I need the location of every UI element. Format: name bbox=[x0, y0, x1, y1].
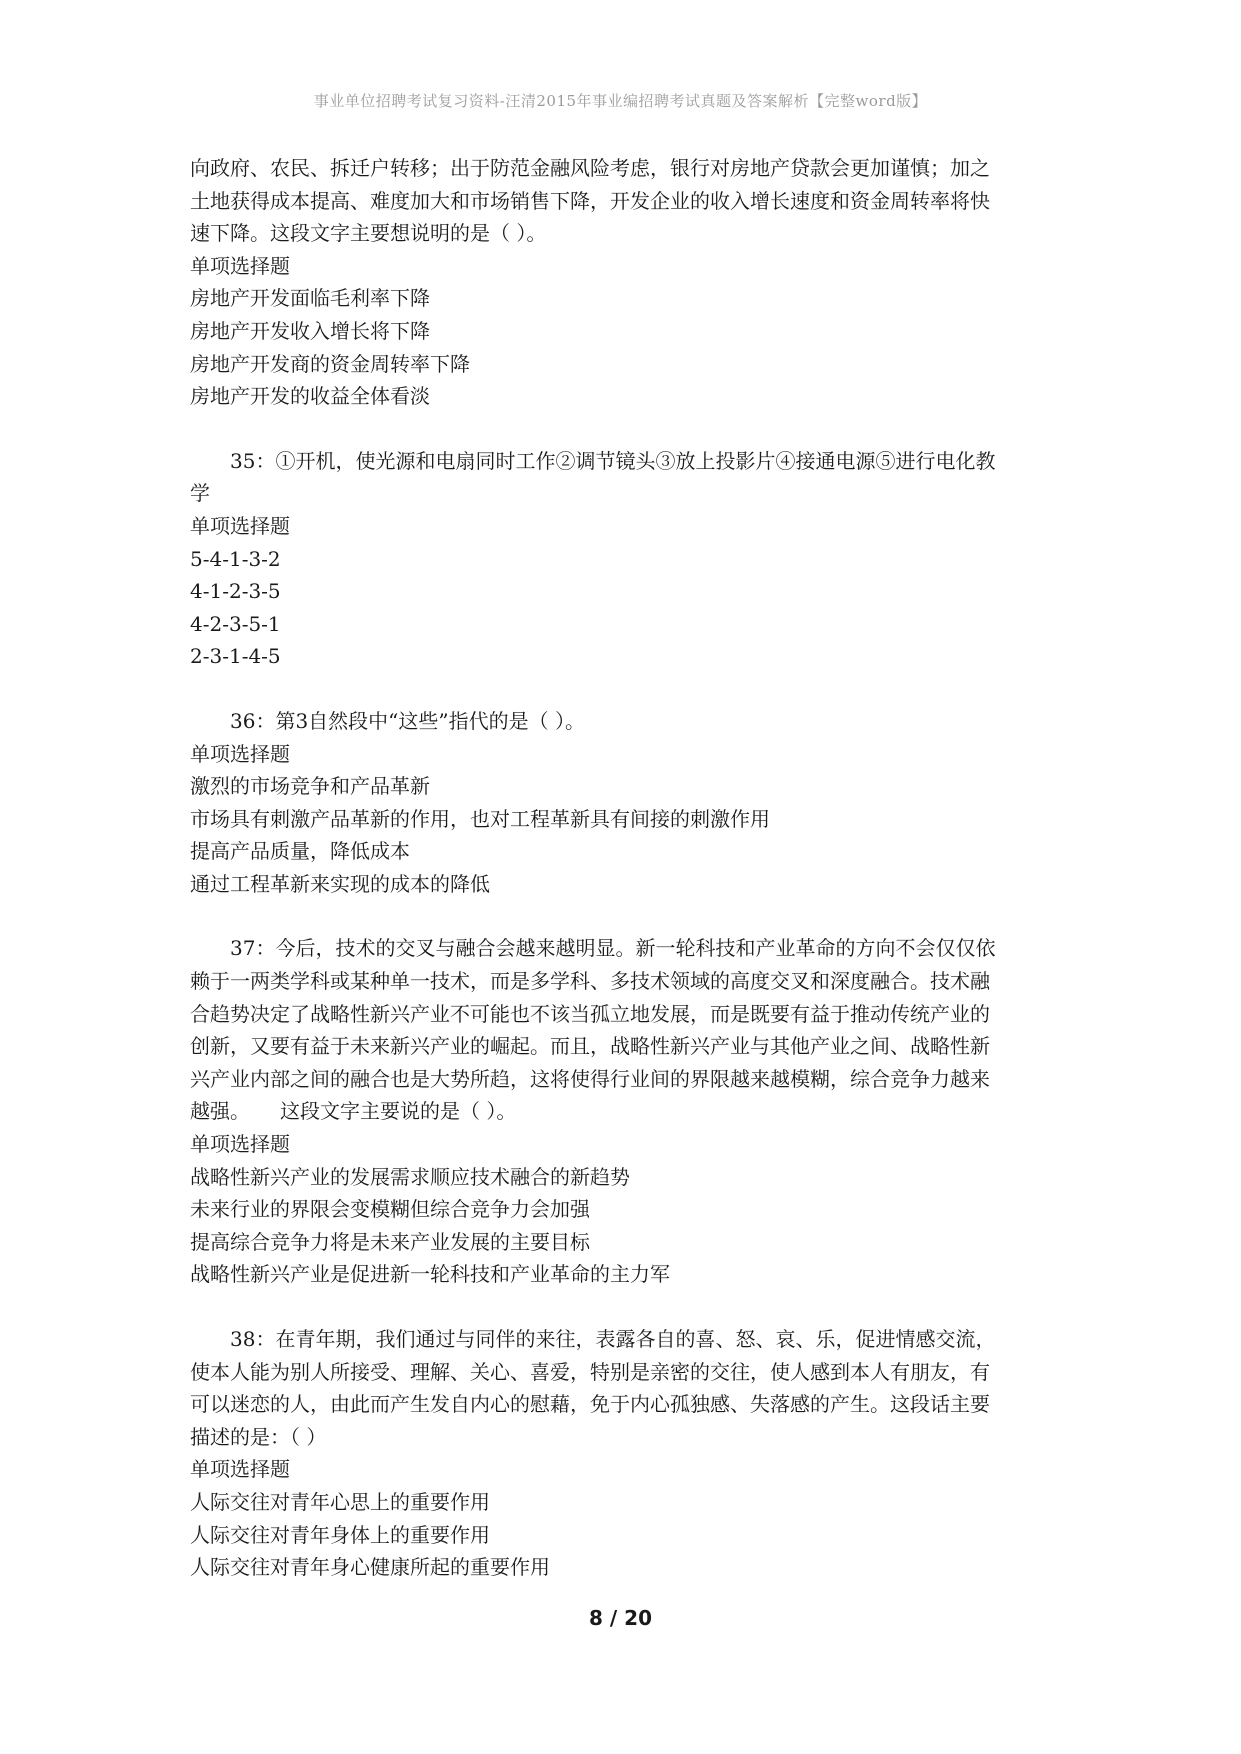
question-type: 单项选择题 bbox=[190, 253, 290, 278]
option-item: 战略性新兴产业是促进新一轮科技和产业革命的主力军 bbox=[190, 1262, 670, 1287]
question-text-line: 38：在青年期，我们通过与同伴的来往，表露各自的喜、怒、哀、乐，促进情感交流， bbox=[230, 1327, 996, 1351]
question-text-line: 合趋势决定了战略性新兴产业不可能也不该当孤立地发展，而是既要有益于推动传统产业的 bbox=[190, 1001, 990, 1026]
option-item: 4-1-2-3-5 bbox=[190, 579, 281, 604]
option-item: 激烈的市场竞争和产品革新 bbox=[190, 774, 430, 799]
question-type: 单项选择题 bbox=[190, 1457, 290, 1482]
question-text-line: 兴产业内部之间的融合也是大势所趋，这将使得行业间的界限越来越模糊，综合竞争力越来 bbox=[190, 1066, 990, 1091]
question-text-line: 土地获得成本提高、难度加大和市场销售下降，开发企业的收入增长速度和资金周转率将快 bbox=[190, 188, 990, 213]
question-38 bbox=[190, 1323, 1050, 1584]
option-item: 房地产开发商的资金周转率下降 bbox=[190, 351, 470, 376]
option-item: 未来行业的界限会变模糊但综合竞争力会加强 bbox=[190, 1197, 590, 1222]
option-item: 人际交往对青年身体上的重要作用 bbox=[190, 1522, 490, 1547]
question-type: 单项选择题 bbox=[190, 1132, 290, 1157]
option-item: 2-3-1-4-5 bbox=[190, 644, 281, 669]
question-text-line: 描述的是：（ ） bbox=[190, 1424, 327, 1449]
option-item: 战略性新兴产业的发展需求顺应技术融合的新趋势 bbox=[190, 1164, 630, 1189]
question-text-line: 向政府、农民、拆迁户转移；出于防范金融风险考虑，银行对房地产贷款会更加谨慎；加之 bbox=[190, 156, 990, 180]
question-36 bbox=[190, 705, 1050, 901]
option-item: 人际交往对青年心思上的重要作用 bbox=[190, 1489, 490, 1514]
document-body bbox=[190, 152, 1050, 1584]
option-item: 房地产开发的收益全体看淡 bbox=[190, 384, 430, 409]
question-type: 单项选择题 bbox=[190, 513, 290, 538]
question-37 bbox=[190, 932, 1050, 1291]
question-type: 单项选择题 bbox=[190, 741, 290, 766]
question-text-line: 使本人能为别人所接受、理解、关心、喜爱，特别是亲密的交往，使人感到本人有朋友，有 bbox=[190, 1359, 990, 1384]
question-text-line: 赖于一两类学科或某种单一技术，而是多学科、多技术领域的高度交叉和深度融合。技术融 bbox=[190, 969, 990, 994]
option-item: 4-2-3-5-1 bbox=[190, 611, 281, 636]
page-number: 8 / 20 bbox=[589, 1606, 652, 1630]
question-text-line: 36：第3自然段中“这些”指代的是（ ）。 bbox=[230, 708, 585, 733]
question-text-line: 速下降。这段文字主要想说明的是（ ）。 bbox=[190, 221, 547, 246]
question-text-line: 创新，又要有益于未来新兴产业的崛起。而且，战略性新兴产业与其他产业之间、战略性新 bbox=[190, 1034, 990, 1059]
option-item: 通过工程革新来实现的成本的降低 bbox=[190, 871, 490, 896]
option-item: 5-4-1-3-2 bbox=[190, 546, 281, 571]
question-text-line: 37：今后，技术的交叉与融合会越来越明显。新一轮科技和产业革命的方向不会仅仅依 bbox=[230, 936, 996, 961]
question-34-tail bbox=[190, 152, 1050, 413]
option-item: 提高综合竞争力将是未来产业发展的主要目标 bbox=[190, 1229, 590, 1254]
page-header: 事业单位招聘考试复习资料-汪清2015年事业编招聘考试真题及答案解析【完整word版】 bbox=[313, 92, 928, 110]
question-text-line: 可以迷恋的人，由此而产生发自内心的慰藉，免于内心孤独感、失落感的产生。这段话主要 bbox=[190, 1392, 990, 1417]
question-text-line: 越强。 这段文字主要说的是（ ）。 bbox=[190, 1099, 517, 1124]
question-text-line: 35：①开机，使光源和电扇同时工作②调节镜头③放上投影片④接通电源⑤进行电化教 bbox=[230, 448, 996, 473]
option-item: 市场具有刺激产品革新的作用，也对工程革新具有间接的刺激作用 bbox=[190, 806, 770, 831]
question-text-line: 学 bbox=[190, 481, 210, 506]
option-item: 房地产开发收入增长将下降 bbox=[190, 318, 430, 343]
question-35 bbox=[190, 445, 1050, 673]
option-item: 房地产开发面临毛利率下降 bbox=[190, 286, 430, 311]
option-item: 提高产品质量，降低成本 bbox=[190, 839, 410, 864]
option-item: 人际交往对青年身心健康所起的重要作用 bbox=[190, 1555, 550, 1580]
